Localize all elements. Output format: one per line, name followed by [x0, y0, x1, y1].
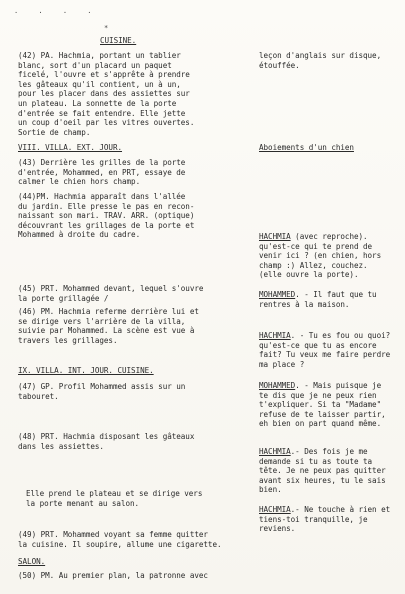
block-48: (48) PRT. Hachmia disposant les gâteaux dans les assiettes. — [18, 432, 195, 451]
speaker-name: HACHMIA — [259, 447, 291, 456]
block-42: (42) PA. Hachmia, portant un tablier blanc, sort d'un placard un paquet ficelé, l'ouvre et s'apprête à prendre les gâteaux qu'il contient, un à un, pour les placer dans des assiettes sur un plateau. La sonnette de la porte d'entrée se fait entendre. Elle jette un coup d'oeil par les vitres ouvertes. Sortie de champ. — [18, 51, 195, 137]
speaker-name: MOHAMMED — [259, 381, 296, 390]
right-1: leçon d'anglais sur disque, étouffée. — [259, 51, 382, 70]
block-43: (43) Derrière les grilles de la porte d'entrée, Mohammed, en PRT, essaye de calmer le chien hors champ. — [18, 158, 186, 187]
dialogue-hachmia-2 — [259, 331, 390, 369]
block-47: (47) GP. Profil Mohammed assis sur un tabouret. — [18, 382, 186, 401]
header-marks: · · · · — [14, 9, 100, 17]
dialogue-hachmia-3 — [259, 447, 386, 495]
speaker-name: MOHAMMED — [259, 290, 296, 299]
heading-viii: VIII. VILLA. EXT. JOUR. — [18, 143, 123, 152]
dialogue-hachmia-1 — [259, 232, 381, 280]
dialogue-text: (avec reproche). qu'est-ce qui te prend de venir ici ? (en chien, hors champ :) Allez, couchez. (elle ouvre la porte). — [259, 232, 382, 280]
dialogue-mohammed-2 — [259, 381, 386, 429]
block-49: (49) PRT. Mohammed voyant sa femme quitter la cuisine. Il soupire, allume une cigarette. — [18, 530, 222, 549]
block-50: (50) PM. Au premier plan, la patronne avec — [18, 571, 208, 580]
block-44: (44)PM. Hachmia apparaît dans l'allée du jardin. Elle presse le pas en recon- naissant son mari. TRAV. ARR. (optique) découvrant les grillages de la porte et Mohammed à droite du cadre. — [18, 192, 195, 240]
heading-cuisine: CUISINE. — [100, 36, 137, 45]
dialogue-text: . - Tu es fou ou quoi? qu'est-ce que tu as encore fait? Tu veux me faire perdre ma place ? — [259, 331, 391, 369]
block-46: (46) PM. Hachmia referme derrière lui et se dirige vers l'arrière de la villa, suivie par Mohammed. La scène est vue à travers les grillages. — [18, 307, 199, 345]
dialogue-text: . - Il faut que tu rentres à la maison. — [259, 290, 377, 309]
block-plateau: Elle prend le plateau et se dirige vers la porte menant au salon. — [26, 489, 203, 508]
right-2: Aboiements d'un chien — [259, 143, 354, 152]
speaker-name: HACHMIA — [259, 232, 291, 241]
dialogue-hachmia-4 — [259, 505, 390, 534]
dialogue-mohammed-1 — [259, 290, 377, 309]
heading-ix: IX. VILLA. INT. JOUR. CUISINE. — [18, 366, 154, 375]
block-45: (45) PRT. Mohammed devant, lequel s'ouvre la porte grillagée / — [18, 284, 204, 303]
speaker-name: HACHMIA — [259, 331, 291, 340]
speaker-name: HACHMIA — [259, 505, 291, 514]
heading-salon: SALON. — [18, 557, 46, 566]
dialogue-text: . - Mais puisque je te dis que je ne peux rien t'expliquer. Si ta "Madame" refuse de te laisser partir, eh bien on part quand même. — [259, 381, 386, 429]
dialogue-text: .- Des fois je me demande si tu as toute ta tête. Je ne peux pas quitter avant six heures, tu le sais bien. — [259, 447, 386, 495]
header-star: * — [104, 24, 109, 32]
dialogue-text: .- Ne touche à rien et tiens-toi tranquille, je reviens. — [259, 505, 391, 534]
